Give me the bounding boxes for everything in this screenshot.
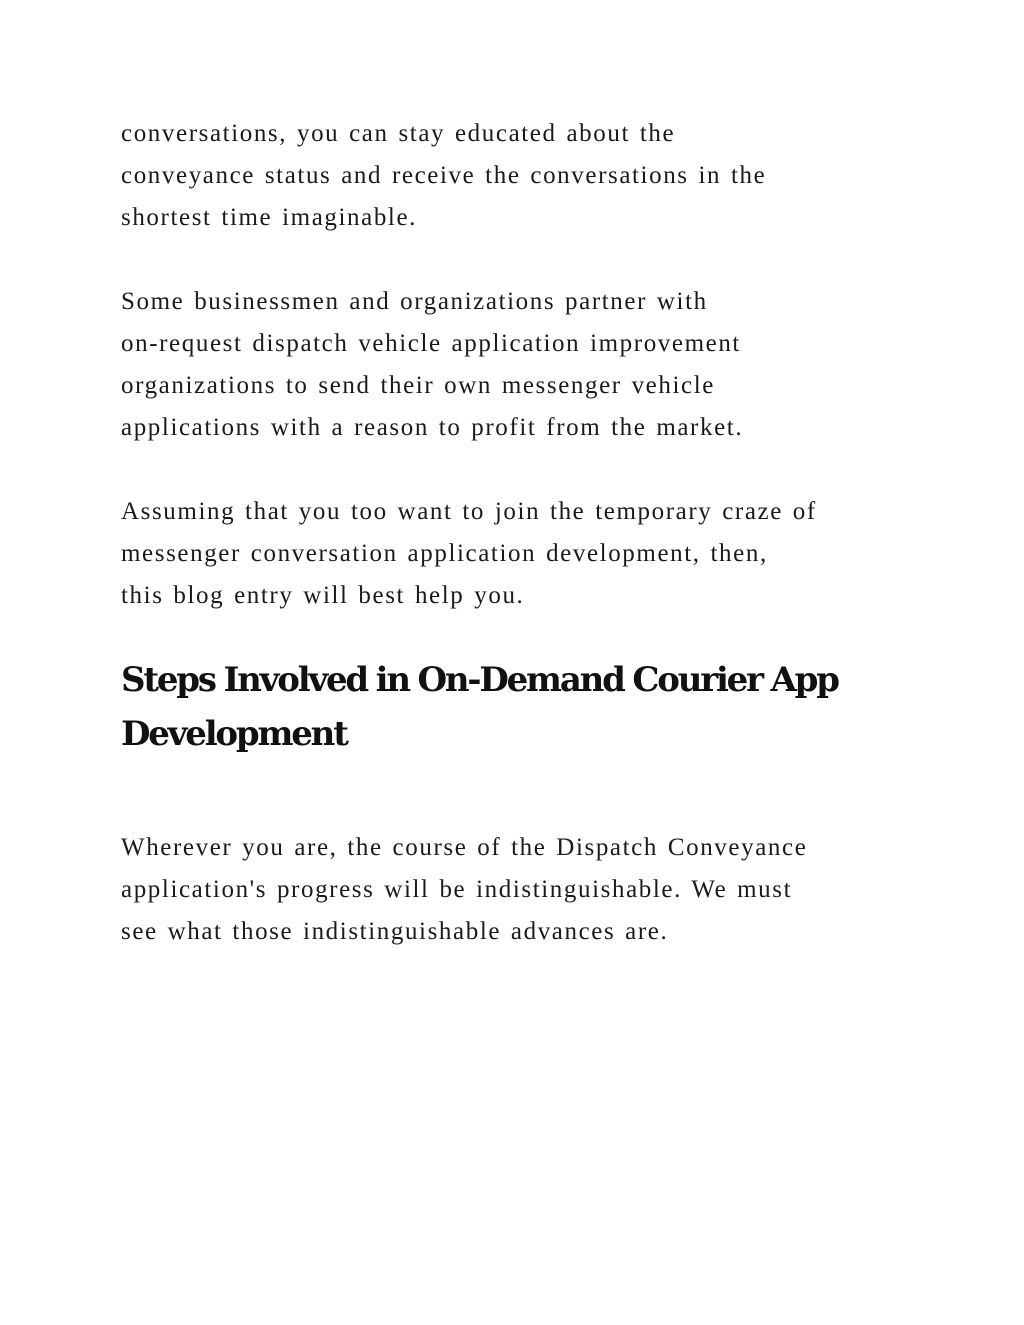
paragraph-join-craze <box>121 491 911 617</box>
paragraph-line: shortest time imaginable. <box>121 204 418 231</box>
paragraph-line: applications with a reason to profit from the market. <box>121 414 744 441</box>
paragraph-line: this blog entry will best help you. <box>121 582 525 609</box>
heading-line: Development <box>121 714 347 754</box>
heading-line: Steps Involved in On-Demand Courier App <box>121 660 838 700</box>
paragraph-businessmen-partner <box>121 281 911 449</box>
paragraph-line: Assuming that you too want to join the temporary craze of <box>121 498 817 525</box>
paragraph-spacer <box>121 239 911 281</box>
paragraph-dispatch-progress <box>121 827 911 953</box>
paragraph-line: see what those indistinguishable advances are. <box>121 918 669 945</box>
document-content <box>121 113 911 953</box>
paragraph-spacer <box>121 449 911 491</box>
paragraph-line: messenger conversation application development, then, <box>121 540 768 567</box>
paragraph-line: organizations to send their own messenger vehicle <box>121 372 715 399</box>
paragraph-line: Some businessmen and organizations partner with <box>121 288 708 315</box>
paragraph-line: Wherever you are, the course of the Dispatch Conveyance <box>121 834 808 861</box>
paragraph-line: application's progress will be indistinguishable. We must <box>121 876 793 903</box>
heading-spacer <box>121 761 911 827</box>
paragraph-line: conversations, you can stay educated about the <box>121 120 676 147</box>
paragraph-conveyance-status <box>121 113 911 239</box>
paragraph-line: on-request dispatch vehicle application improvement <box>121 330 741 357</box>
section-heading <box>121 653 911 761</box>
paragraph-line: conveyance status and receive the conversations in the <box>121 162 767 189</box>
